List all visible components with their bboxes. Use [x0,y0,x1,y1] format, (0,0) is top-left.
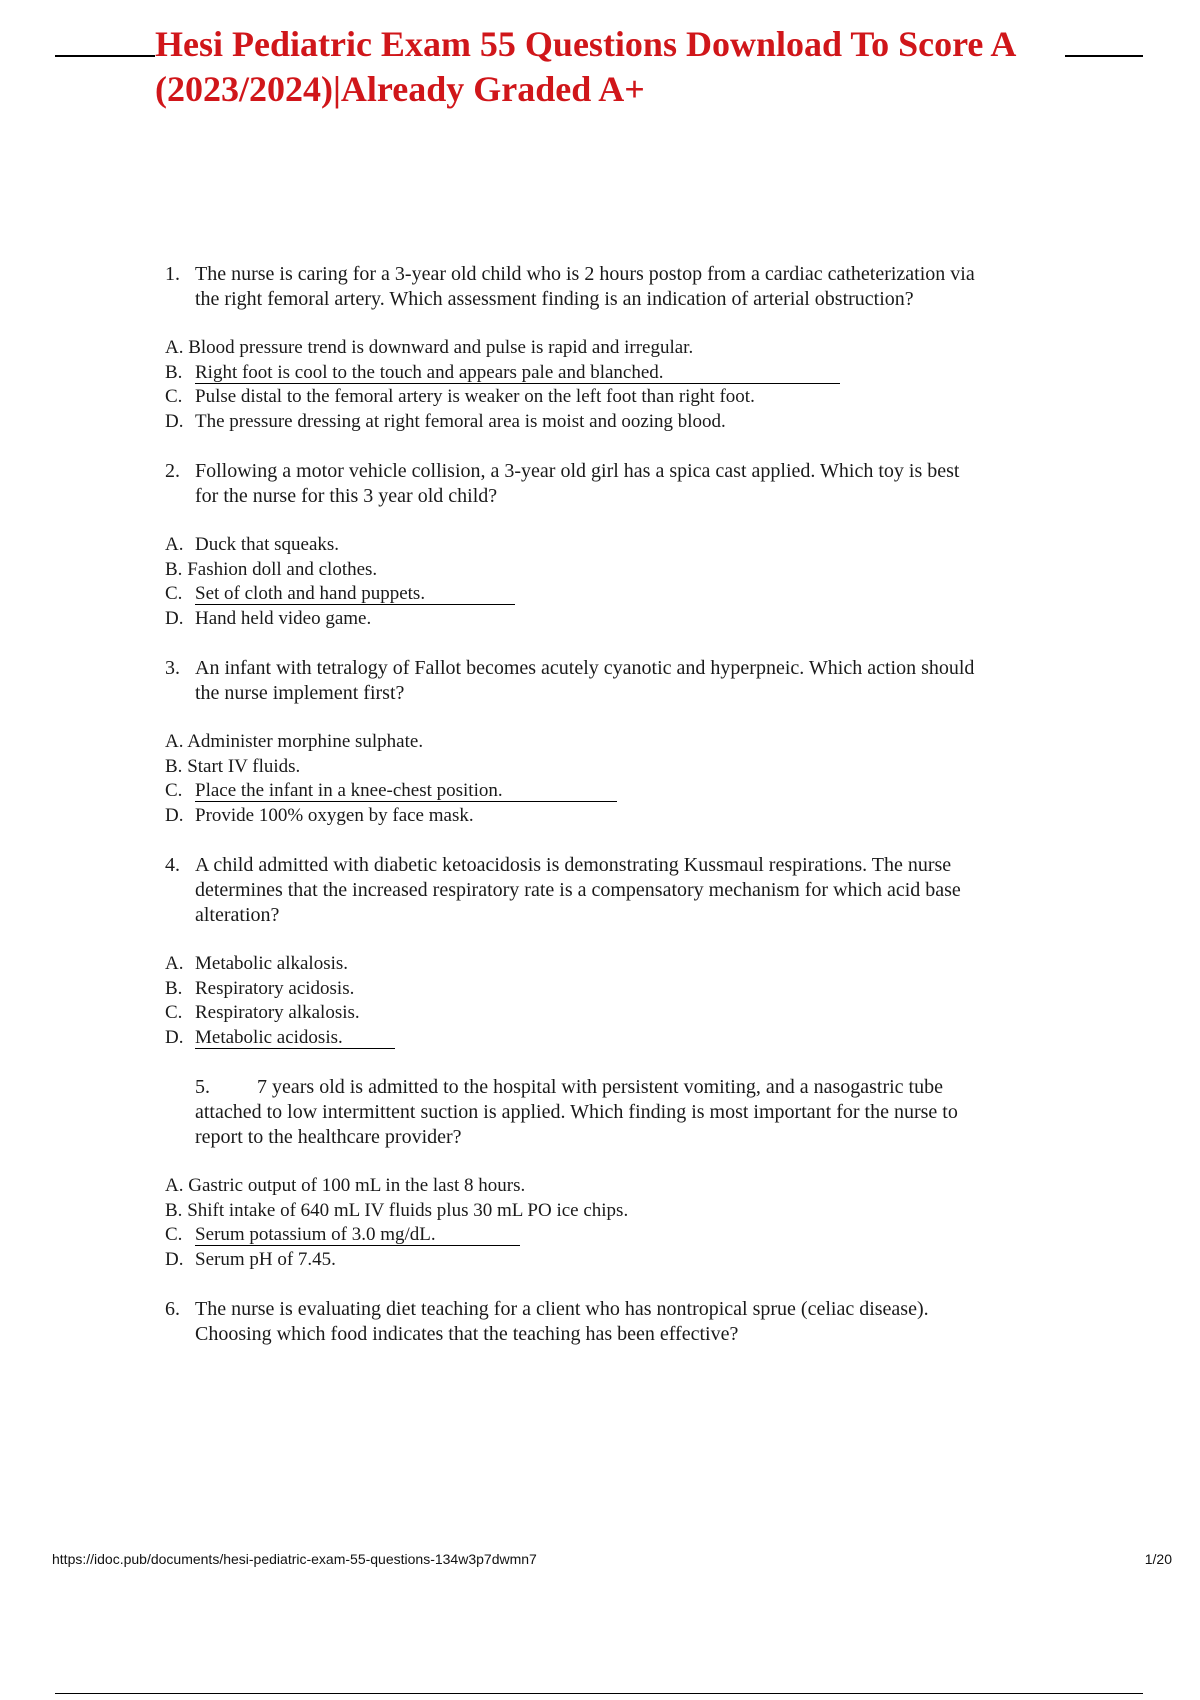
option-text: Provide 100% oxygen by face mask. [195,804,474,826]
header-rule-left [55,55,155,57]
question-5 [165,1075,975,1272]
option-c-correct [165,779,975,804]
spacer [165,828,975,853]
correct-answer-text: Serum potassium of 3.0 mg/dL. [195,1224,520,1246]
option-letter: B. [165,1199,183,1221]
option-letter: A. [165,1175,184,1196]
option-d [165,607,975,632]
question-stem [165,459,975,509]
option-d-correct [165,1026,975,1051]
question-text: The nurse is caring for a 3-year old child who is 2 hours postop from a cardiac catheterization via the right femoral artery. Which assessment finding is an indication of arterial obstruction? [195,263,975,310]
spacer [165,1050,975,1075]
option-c-correct [165,582,975,607]
question-stem [165,1297,975,1347]
option-letter: D. [165,410,184,432]
question-number: 5. [195,1076,210,1098]
option-letter: A. [165,731,184,752]
option-letter: C. [165,1002,183,1023]
option-letter: B. [165,755,183,777]
option-text: Fashion doll and clothes. [187,558,378,580]
question-text: Following a motor vehicle collision, a 3-year old girl has a spica cast applied. Which toy is best for the nurse for this 3 year old child? [195,460,960,507]
option-text: Metabolic alkalosis. [195,953,349,974]
question-number: 6. [165,1298,180,1320]
page-number: 1/20 [1144,1551,1172,1567]
option-a [165,952,975,977]
option-text: Shift intake of 640 mL IV fluids plus 30 mL PO ice chips. [187,1199,629,1221]
option-c [165,385,975,410]
option-d [165,804,975,829]
question-stem [165,853,975,928]
question-number: 2. [165,460,180,482]
option-d [165,1248,975,1273]
option-letter: D. [165,804,184,826]
option-letter: B. [165,361,183,383]
footer-url[interactable]: https://idoc.pub/documents/hesi-pediatric-exam-55-questions-134w3p7dwmn7 [52,1551,537,1567]
spacer [165,631,975,656]
option-text: Administer morphine sulphate. [187,731,424,752]
header-rule-right [1065,55,1143,57]
question-4 [165,853,975,1050]
option-b [165,755,975,780]
spacer [165,1272,975,1297]
option-text: Pulse distal to the femoral artery is weaker on the left foot than right foot. [195,386,755,407]
question-stem [165,656,975,706]
option-text: Start IV fluids. [187,755,301,777]
option-text: The pressure dressing at right femoral area is moist and oozing blood. [195,410,726,432]
correct-answer-text: Set of cloth and hand puppets. [195,583,515,605]
question-text: The nurse is evaluating diet teaching for a client who has nontropical sprue (celiac disease). Choosing which food indicates that the teaching has been effective? [195,1298,929,1345]
spacer [165,434,975,459]
question-text: 7 years old is admitted to the hospital with persistent vomiting, and a nasogastric tube attached to low intermittent suction is applied. Which finding is most important for the nurse to report to the healthcare provider? [195,1076,958,1148]
page-footer [52,1551,1172,1567]
question-number: 3. [165,657,180,679]
option-b-correct [165,361,975,386]
option-b [165,977,975,1002]
option-text: Hand held video game. [195,607,372,629]
document-title: Hesi Pediatric Exam 55 Questions Download To Score A (2023/2024)|Already Graded A+ [155,24,1015,109]
option-b [165,1199,975,1224]
option-a [165,1174,975,1199]
option-letter: C. [165,583,183,604]
correct-answer-text: Place the infant in a knee-chest position. [195,780,617,802]
option-letter: A. [165,534,184,555]
option-c [165,1001,975,1026]
option-letter: D. [165,1248,184,1270]
option-letter: B. [165,977,183,999]
option-d [165,410,975,435]
correct-answer-text: Right foot is cool to the touch and appears pale and blanched. [195,362,840,384]
correct-answer-text: Metabolic acidosis. [195,1027,395,1049]
option-text: Blood pressure trend is downward and pulse is rapid and irregular. [188,337,694,358]
option-letter: C. [165,386,183,407]
option-letter: D. [165,607,184,629]
question-stem [165,262,975,312]
option-text: Duck that squeaks. [195,534,340,555]
option-a [165,533,975,558]
answer-options [165,336,975,434]
option-text: Respiratory acidosis. [195,977,355,999]
question-6 [165,1297,975,1347]
option-letter: B. [165,558,183,580]
answer-options [165,1174,975,1272]
option-text: Serum pH of 7.45. [195,1248,336,1270]
bottom-rule [55,1693,1143,1694]
option-letter: C. [165,1224,183,1245]
option-c-correct [165,1223,975,1248]
option-letter: A. [165,337,184,358]
option-letter: C. [165,780,183,801]
option-b [165,558,975,583]
option-letter: A. [165,953,184,974]
answer-options [165,952,975,1050]
option-text: Gastric output of 100 mL in the last 8 hours. [188,1175,526,1196]
question-stem [165,1075,975,1150]
question-number: 1. [165,263,180,285]
question-2 [165,459,975,631]
question-1 [165,262,975,434]
question-number: 4. [165,854,180,876]
question-list [165,262,975,1347]
option-text: Respiratory alkalosis. [195,1002,360,1023]
answer-options [165,730,975,828]
option-a [165,336,975,361]
question-3 [165,656,975,828]
option-a [165,730,975,755]
question-text: A child admitted with diabetic ketoacidosis is demonstrating Kussmaul respirations. The nurse determines that the increased respiratory rate is a compensatory mechanism for which acid base alteration? [195,854,961,926]
option-letter: D. [165,1026,184,1048]
question-text: An infant with tetralogy of Fallot becomes acutely cyanotic and hyperpneic. Which action should the nurse implement first? [195,657,975,704]
answer-options [165,533,975,631]
